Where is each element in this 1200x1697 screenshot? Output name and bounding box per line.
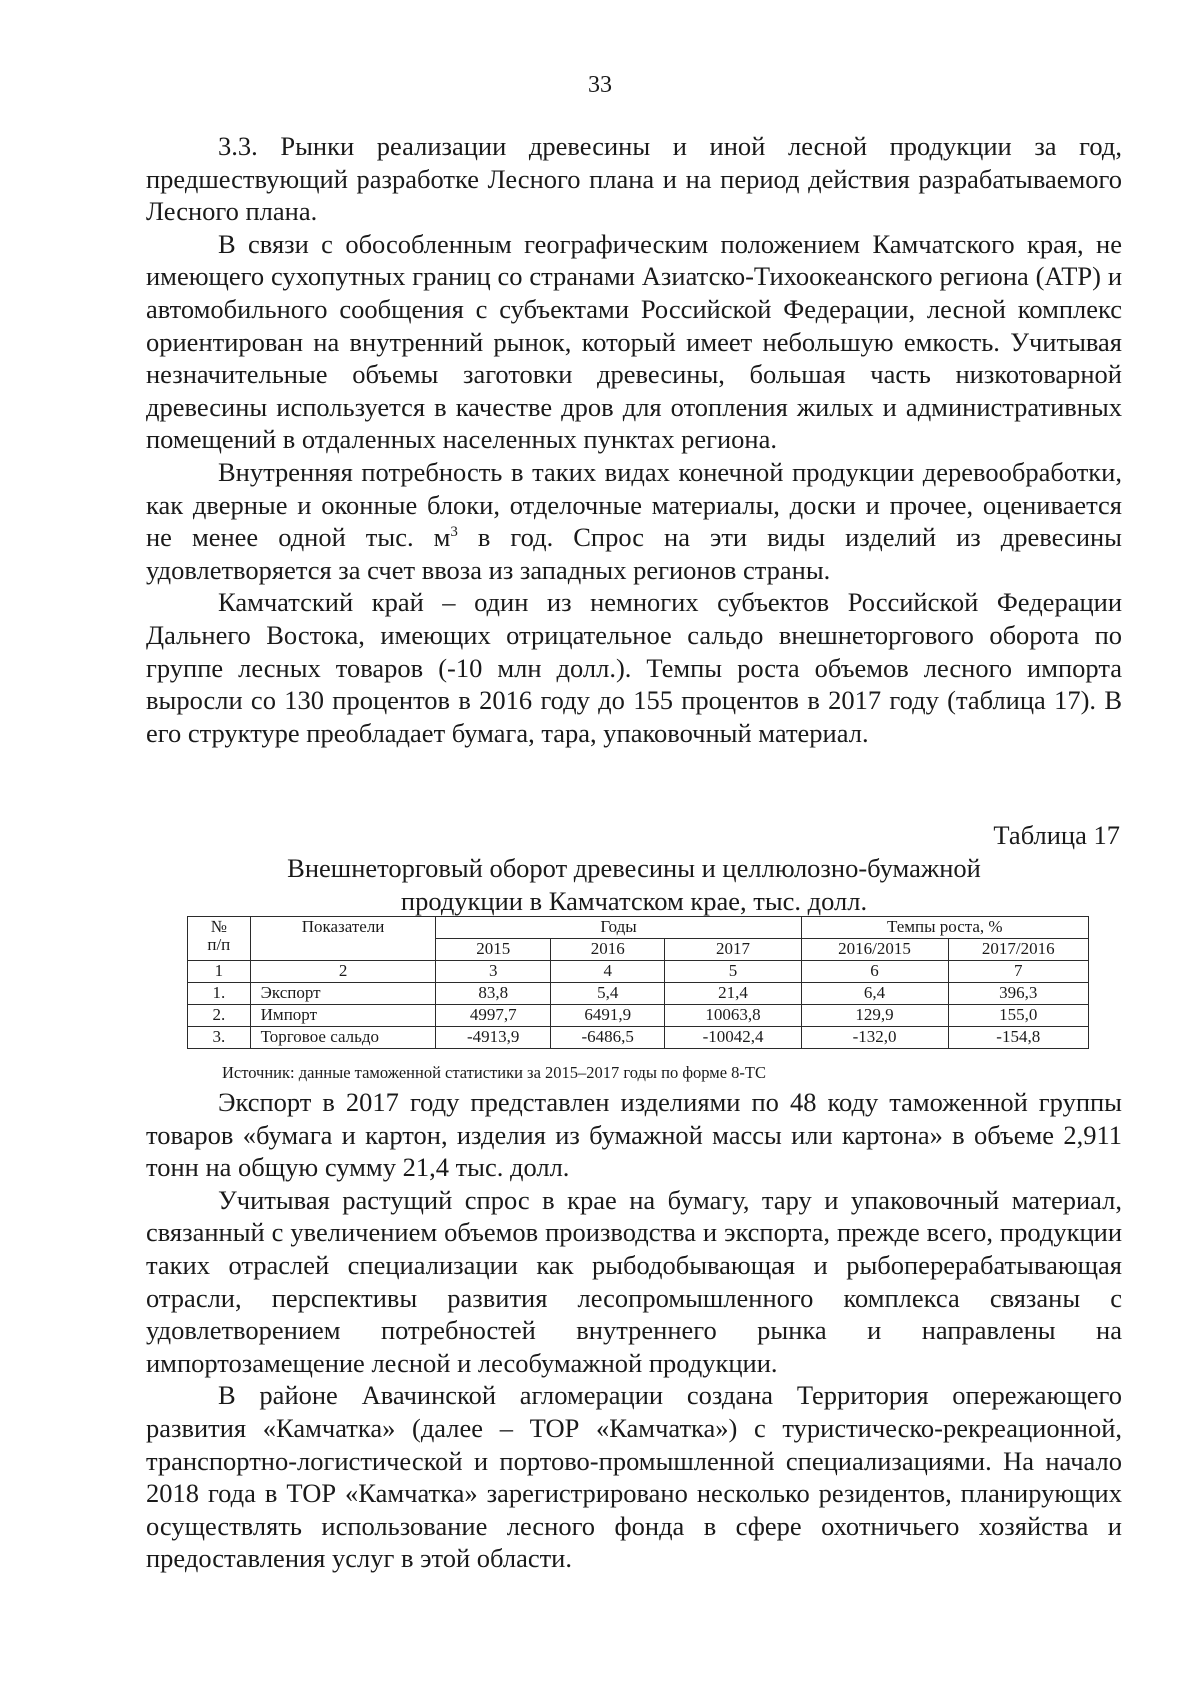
- header-growth-2017-2016: 2017/2016: [948, 939, 1089, 961]
- section-heading: 3.3. Рынки реализации древесины и иной лесной продукции за год, предшествующий разработке Лесного плана и на период действия разрабатываемого Лесного плана.: [146, 131, 1122, 227]
- cell-2015: -4913,9: [436, 1027, 551, 1049]
- header-years: Годы: [436, 917, 801, 939]
- cell-growth-2016-2015: 129,9: [801, 1005, 948, 1027]
- cell-growth-2017-2016: -154,8: [948, 1027, 1089, 1049]
- row-indicator: Экспорт: [250, 983, 436, 1005]
- table-title-line-2: продукции в Камчатском крае, тыс. долл.: [400, 886, 868, 916]
- table-title: [146, 852, 1122, 918]
- column-number: 5: [665, 961, 801, 983]
- header-number-sub: п/п: [207, 935, 231, 954]
- demand-text-start: Внутренняя потребность в таких видах конечной продукции деревообработки, как дверные и оконные блоки, отделочные материалы, доски и прочее, оценивается не менее одной тыс. м: [146, 456, 1122, 553]
- paragraph-geography: В связи с обособленным географическим положением Камчатского края, не имеющего сухопутных границ со странами Азиатско-Тихоокеанского региона (АТР) и автомобильного сообщения с субъектами Российской Федерации, лесной комплекс ориентирован на внутренний рынок, который имеет небольшую емкость. Учитывая незначительные объемы заготовки древесины, большая часть низкотоварной древесины используется в качестве дров для отопления жилых и административных помещений в отдаленных населенных пунктах региона.: [146, 228, 1122, 455]
- cell-2017: 21,4: [665, 983, 801, 1005]
- header-growth-2016-2015: 2016/2015: [801, 939, 948, 961]
- header-year-2017: 2017: [665, 939, 801, 961]
- header-year-2015: 2015: [436, 939, 551, 961]
- header-number-cell: [188, 917, 251, 961]
- header-number: №: [210, 917, 227, 936]
- row-number: 3.: [188, 1027, 251, 1049]
- paragraph-trade-balance: Камчатский край – один из немногих субъектов Российской Федерации Дальнего Востока, имеющих отрицательное сальдо внешнеторгового оборота по группе лесных товаров (-10 млн долл.). Темпы роста объемов лесного импорта выросли со 130 процентов в 2016 году до 155 процентов в 2017 году (таблица 17). В его структуре преобладает бумага, тара, упаковочный материал.: [146, 587, 1122, 748]
- cell-growth-2016-2015: -132,0: [801, 1027, 948, 1049]
- cell-2016: 5,4: [550, 983, 665, 1005]
- column-number: 2: [250, 961, 436, 983]
- paragraph-tor-kamchatka: В районе Авачинской агломерации создана Территория опережающего развития «Камчатка» (далее – ТОР «Камчатка») с туристическо-рекреационной, транспортно-логистической и портово-промышленной специализациями. На начало 2018 года в ТОР «Камчатка» зарегистрировано несколько резидентов, планирующих осуществлять использование лесного фонда в сфере охотничьего хозяйства и предоставления услуг в этой области.: [146, 1380, 1122, 1574]
- row-number: 2.: [188, 1005, 251, 1027]
- column-number: 6: [801, 961, 948, 983]
- demand-text-end: в год. Спрос на эти виды изделий из древесины удовлетворяется за счет ввоза из западных регионов страны.: [146, 522, 1122, 585]
- column-number-row: [188, 961, 1089, 983]
- paragraph-export: Экспорт в 2017 году представлен изделиями по 48 коду таможенной группы товаров «бумага и картон, изделия из бумажной массы или картона» в объеме 2,911 тонн на общую сумму 21,4 тыс. долл.: [146, 1087, 1122, 1183]
- cell-growth-2016-2015: 6,4: [801, 983, 948, 1005]
- table-label: Таблица 17: [993, 820, 1120, 850]
- table-row-export: [188, 983, 1089, 1005]
- cell-2017: -10042,4: [665, 1027, 801, 1049]
- table-row-balance: [188, 1027, 1089, 1049]
- cell-growth-2017-2016: 155,0: [948, 1005, 1089, 1027]
- lower-text-block: [146, 1086, 1122, 1575]
- column-number: 7: [948, 961, 1089, 983]
- cell-2016: 6491,9: [550, 1005, 665, 1027]
- column-number: 4: [550, 961, 665, 983]
- table-source-note: Источник: данные таможенной статистики за 2015–2017 годы по форме 8-ТС: [222, 1063, 766, 1082]
- table-header-row-1: [188, 917, 1089, 939]
- table-title-line-1: Внешнеторговый оборот древесины и целлюлозно-бумажной: [287, 853, 981, 883]
- row-indicator: Импорт: [250, 1005, 436, 1027]
- column-number: 3: [436, 961, 551, 983]
- column-number: 1: [188, 961, 251, 983]
- cell-2017: 10063,8: [665, 1005, 801, 1027]
- cell-2015: 83,8: [436, 983, 551, 1005]
- table-row-import: [188, 1005, 1089, 1027]
- page-number: 33: [588, 72, 612, 98]
- header-growth: Темпы роста, %: [801, 917, 1088, 939]
- header-year-2016: 2016: [550, 939, 665, 961]
- paragraph-demand: [146, 456, 1122, 586]
- cell-growth-2017-2016: 396,3: [948, 983, 1089, 1005]
- header-indicator: Показатели: [250, 917, 436, 961]
- paragraph-market-outlook: Учитывая растущий спрос в крае на бумагу, тару и упаковочный материал, связанный с увеличением объемов производства и экспорта, прежде всего, продукции таких отраслей специализации как рыбодобывающая и рыбоперерабатывающая отрасли, перспективы развития лесопромышленного комплекса связаны с удовлетворением потребностей внутреннего рынка и направлены на импортозамещение лесной и лесобумажной продукции.: [146, 1184, 1122, 1378]
- cubic-superscript: 3: [450, 524, 458, 541]
- upper-text-block: [146, 130, 1122, 749]
- cell-2015: 4997,7: [436, 1005, 551, 1027]
- row-number: 1.: [188, 983, 251, 1005]
- trade-table: [187, 916, 1089, 1049]
- row-indicator: Торговое сальдо: [250, 1027, 436, 1049]
- cell-2016: -6486,5: [550, 1027, 665, 1049]
